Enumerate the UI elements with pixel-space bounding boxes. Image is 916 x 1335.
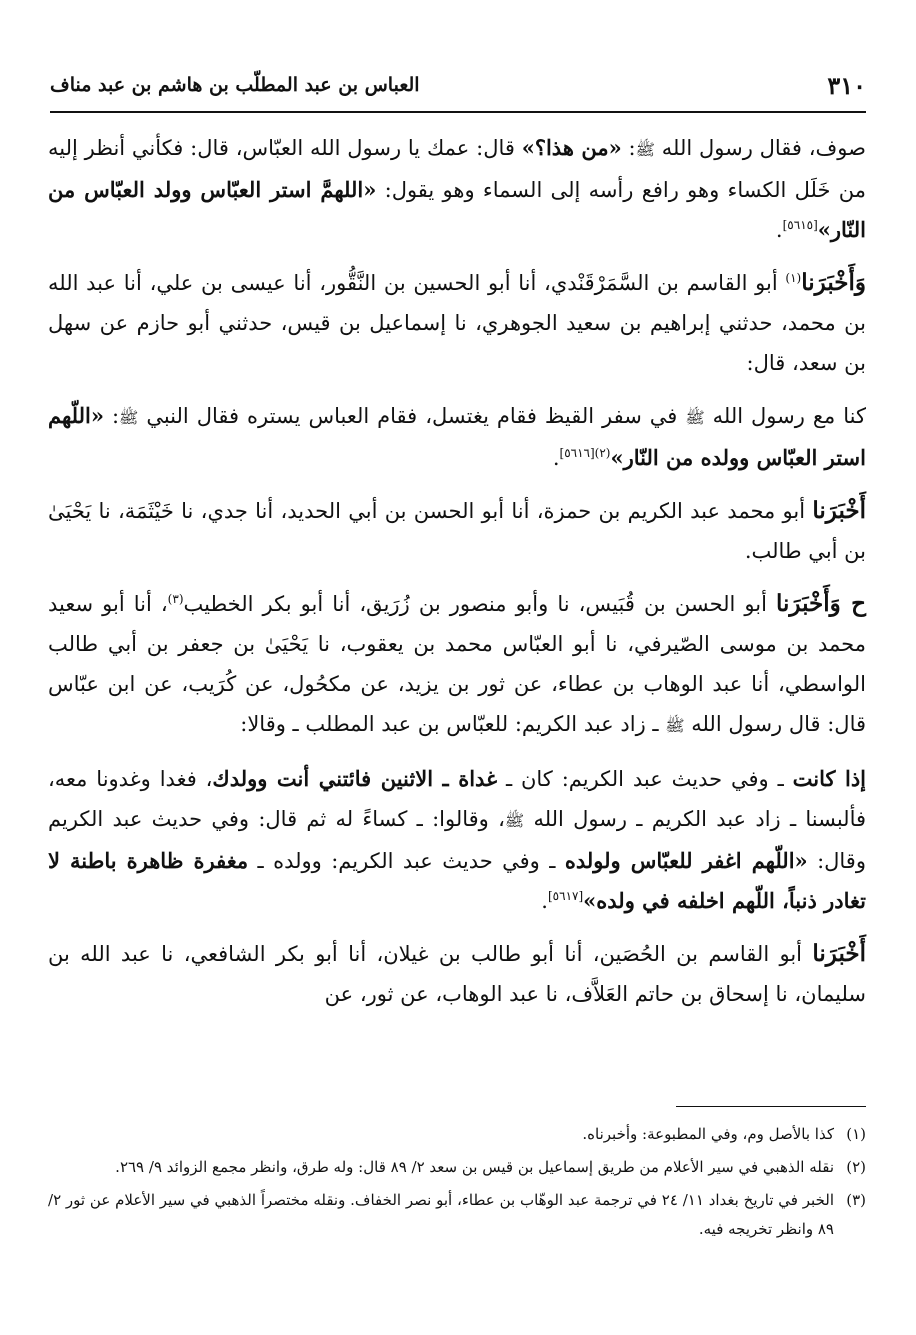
footnotes bbox=[48, 1120, 866, 1248]
paragraph-1 bbox=[48, 128, 866, 250]
salutation-glyph: ﷺ bbox=[685, 408, 705, 427]
text: أبو القاسم بن الحُصَين، أنا أبو طالب بن غيلان، أنا أبو بكر الشافعي، نا عبد الله بن سليمان، نا إسحاق بن حاتم العَلاَّف، نا عبد الوهاب، عن ثور، عن bbox=[48, 942, 866, 1006]
text: ـ وفي حديث عبد الكريم: كان ـ bbox=[497, 767, 793, 791]
narration-keyword: وَأَخْبَرَنا bbox=[801, 269, 866, 296]
hadith-number: [٥٦١٧] bbox=[547, 889, 584, 903]
footnote bbox=[48, 1153, 866, 1182]
text: . bbox=[775, 218, 783, 242]
text: أبو الحسن بن قُبَيس، نا وأبو منصور بن زُرَيق، أنا أبو بكر الخطيب bbox=[183, 592, 777, 616]
quote: «اللهمَّ استر العبّاس وولد العبّاس من النّار» bbox=[48, 177, 866, 242]
quote: مغفرة ظاهرة باطنة لا تغادر ذنباً، اللّهم اخلفه في ولده» bbox=[48, 848, 866, 913]
paragraph-2 bbox=[48, 263, 866, 383]
footnote bbox=[48, 1186, 866, 1244]
text: : bbox=[103, 404, 120, 428]
text: في سفر القيظ فقام يغتسل، فقام العباس يستره فقال النبي bbox=[138, 404, 686, 428]
text: . bbox=[541, 889, 548, 913]
footnote-marker: (٣) bbox=[167, 592, 184, 606]
text: ، وقالوا: ـ كساءً له ثم قال: وفي حديث عبد الكريم وقال: bbox=[48, 807, 866, 873]
page-number: ٣١٠ bbox=[827, 70, 866, 100]
footnote-text: الخبر في تاريخ بغداد ١١/ ٢٤ في ترجمة عبد الوهّاب بن عطاء، أبو نصر الخفاف. ونقله مختصراً الذهبي في سير الأعلام عن ثور ٢/ ٨٩ وانظر تخريجه فيه. bbox=[48, 1191, 835, 1238]
text: أبو محمد عبد الكريم بن حمزة، أنا أبو الحسن بن أبي الحديد، أنا جدي، نا خَيْثَمَة، نا يَحْيَىٰ بن أبي طالب. bbox=[48, 499, 866, 563]
paragraph-4 bbox=[48, 491, 866, 571]
quote: «اللّهم اغفر للعبّاس ولولده bbox=[564, 848, 808, 873]
hadith-text: غداة ـ الاثنين فائتني أنت وولدك bbox=[212, 766, 498, 791]
footnote-text: كذا بالأصل وم، وفي المطبوعة: وأخبرناه. bbox=[582, 1125, 834, 1143]
salutation-glyph: ﷺ bbox=[504, 811, 525, 830]
hadith-text: إذا كانت bbox=[792, 766, 867, 791]
hadith-number: [٥٦١٦] bbox=[559, 446, 595, 460]
text: ـ زاد عبد الكريم: للعبّاس بن عبد المطلب ـ وقالا: bbox=[240, 712, 666, 736]
footnote-text: نقله الذهبي في سير الأعلام من طريق إسماعيل بن قيس بن سعد ٢/ ٨٩ قال: وله طرق، وانظر مجمع الزوائد ٩/ ٢٦٩. bbox=[115, 1158, 834, 1176]
text: . bbox=[552, 446, 560, 470]
footnote bbox=[48, 1120, 866, 1149]
running-title: العباس بن عبد المطلّب بن هاشم بن عبد مناف bbox=[50, 74, 420, 96]
text: أبو القاسم بن السَّمَرْقَنْدي، أنا أبو الحسين بن النَّقُّور، أنا عيسى بن علي، أنا عبد الله بن محمد، حدثني إبراهيم بن سعيد الجوهري، نا إسماعيل بن قيس، حدثني أبو حازم عن سهل بن سعد، قال: bbox=[48, 271, 866, 375]
footnote-number: (١) bbox=[846, 1125, 866, 1143]
salutation-glyph: ﷺ bbox=[635, 140, 655, 159]
text: ، فغدا وغدونا معه، فألبسنا ـ زاد عبد الكريم ـ رسول الله bbox=[48, 767, 867, 831]
narration-keyword: ح وَأَخْبَرَنا bbox=[776, 590, 867, 617]
text: ، أنا أبو سعيد محمد بن موسى الصّيرفي، نا أبو العبّاس محمد بن يعقوب، نا يَحْيَىٰ بن جعفر بن أبي طالب الواسطي، أنا عبد الوهاب بن عطاء، عن ثور بن يزيد، عن مكحُول، عن كُرَيب، عن ابن عبّاس قال: قال رسول الله bbox=[48, 592, 866, 736]
footnote-marker: (١) bbox=[785, 271, 802, 285]
running-header bbox=[50, 60, 866, 110]
salutation-glyph: ﷺ bbox=[665, 716, 685, 735]
narration-keyword: أَخْبَرَنا bbox=[812, 940, 866, 967]
text: : bbox=[621, 136, 636, 160]
footnote-rule bbox=[676, 1106, 866, 1107]
paragraph-7 bbox=[48, 934, 866, 1014]
text: صوف، فقال رسول الله bbox=[654, 136, 866, 160]
main-text bbox=[48, 128, 866, 1027]
footnote-number: (٢) bbox=[846, 1158, 866, 1176]
paragraph-5 bbox=[48, 584, 866, 746]
hadith-number: [٥٦١٥] bbox=[782, 218, 818, 232]
paragraph-6 bbox=[48, 759, 866, 921]
salutation-glyph: ﷺ bbox=[119, 408, 139, 427]
footnote-marker: (٢) bbox=[594, 446, 611, 460]
header-rule bbox=[50, 111, 866, 113]
quote: «من هذا؟» bbox=[521, 135, 622, 160]
footnote-number: (٣) bbox=[846, 1191, 866, 1209]
text: قال: عمك يا رسول الله العبّاس، قال: فكأني أنظر إليه من خَلَل الكساء وهو رافع رأسه إلى السماء وهو يقول: bbox=[48, 136, 866, 202]
text: ـ وفي حديث عبد الكريم: وولده ـ bbox=[248, 849, 565, 873]
narration-keyword: أَخْبَرَنا bbox=[812, 497, 866, 524]
text: كنا مع رسول الله bbox=[704, 404, 866, 428]
paragraph-3 bbox=[48, 396, 866, 478]
quote: «اللّهم استر العبّاس وولده من النّار» bbox=[48, 403, 866, 470]
